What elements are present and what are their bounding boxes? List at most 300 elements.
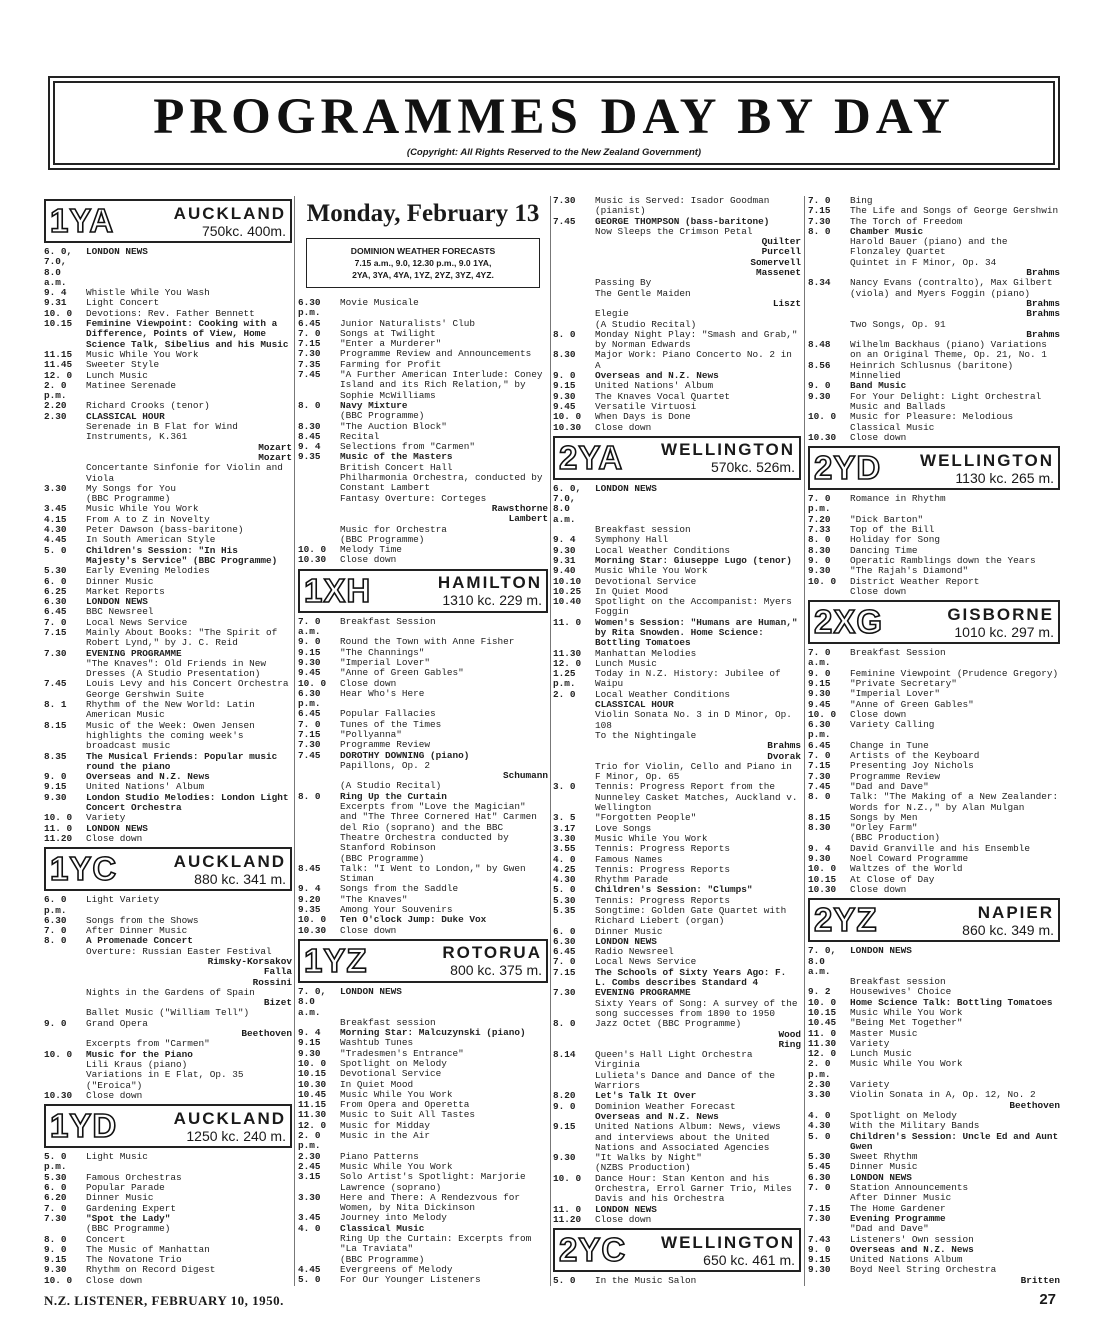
- programme-title: The Torch of Freedom: [850, 215, 963, 227]
- programme-title: Variety: [850, 1079, 890, 1091]
- programme-time: 9. 2: [808, 986, 831, 998]
- programme-title: Grand Opera: [86, 1017, 148, 1029]
- programme-title: Famous Orchestras: [86, 1171, 182, 1183]
- programme-time: 9. 0: [44, 1243, 67, 1255]
- programme-time: [553, 309, 595, 319]
- programme-time: [553, 731, 595, 741]
- programme-title: Programme Review: [850, 770, 941, 782]
- programme-time: [298, 761, 340, 771]
- programme-time: 3.45: [298, 1212, 321, 1224]
- programme-entry: [44, 721, 292, 752]
- programme-title: Lulieta's Dance and Dance of the Warriors: [595, 1069, 776, 1092]
- column-divider: [294, 196, 295, 1286]
- programme-time: 11. 0: [808, 1027, 837, 1039]
- programme-title: Piano Patterns: [340, 1150, 419, 1162]
- programme-title: LONDON NEWS: [86, 822, 148, 834]
- programme-time: 5. 0 p.m.: [44, 1151, 67, 1173]
- programme-time: 9. 4: [553, 534, 576, 546]
- programme-time: 6.30: [553, 935, 576, 947]
- programme-time: 10. 0: [44, 1274, 73, 1286]
- programme-title: LONDON NEWS: [850, 945, 912, 957]
- programme-title: Close down: [86, 832, 143, 844]
- programme-title: Music While You Work: [86, 503, 199, 515]
- programme-title: Boyd Neel String Orchestra: [850, 1264, 997, 1276]
- station-frequency: 860 kc. 349 m.: [962, 921, 1054, 938]
- programme-time: 9.20: [298, 893, 321, 905]
- programme-entry: [808, 258, 1060, 268]
- programme-title: Passing By: [595, 277, 652, 289]
- programme-time: 11.20: [553, 1213, 582, 1225]
- programme-title: Two Songs, Op. 91: [850, 318, 946, 330]
- programme-title: Songs by Men: [850, 811, 918, 823]
- programme-title: Early Evening Melodies: [86, 565, 210, 577]
- programme-title: "A Further American Interlude: Coney Island and its Rich Relation," by Sophie McWilliams: [340, 369, 543, 401]
- programme-title: "Dick Barton": [850, 513, 924, 525]
- programme-entry: [44, 1008, 292, 1018]
- programme-entry: [298, 884, 548, 894]
- programme-time: 10. 0: [298, 1058, 327, 1069]
- programme-title: Devotions: Rev. Father Bennett: [86, 307, 255, 319]
- programme-time: 8. 0: [808, 791, 831, 803]
- programme-time: 9. 4: [298, 441, 321, 453]
- station-call-sign: 1YA: [50, 202, 115, 239]
- programme-title: Dancing Time: [850, 544, 918, 556]
- programme-time: 9.31: [553, 554, 576, 566]
- programme-entry: [808, 587, 1060, 597]
- programme-list-1yz-evening: [298, 298, 548, 566]
- programme-entry: [553, 1174, 801, 1205]
- programme-entry: [44, 1070, 292, 1091]
- programme-time: 7.15: [44, 626, 67, 638]
- programme-entry: [553, 423, 801, 433]
- programme-title: In Quiet Mood: [595, 585, 669, 597]
- programme-title: Ten O'clock Jump: Duke Vox: [340, 914, 487, 926]
- programme-title: The Schools of Sixty Years Ago: F. L. Combs describes Standard 4: [595, 966, 787, 989]
- programme-time: 9.45: [553, 400, 576, 412]
- programme-time: 9. 4: [298, 1027, 321, 1039]
- programme-time: 8.56: [808, 359, 831, 371]
- programme-title: Artists of the Keyboard: [850, 750, 980, 762]
- programme-entry: [553, 597, 801, 618]
- programme-title: At Close of Day: [850, 873, 935, 885]
- programme-title: Close down: [340, 677, 397, 689]
- programme-title: Popular Fallacies: [340, 708, 436, 720]
- programme-title: Morning Star: Malcuzynski (piano): [340, 1027, 526, 1039]
- programme-time: 9.30: [553, 1152, 576, 1164]
- programme-title: Navy Mixture: [340, 399, 408, 411]
- programme-title: Light Variety: [86, 894, 160, 906]
- programme-entry: [298, 545, 548, 555]
- composer-credit: Somervell: [750, 256, 801, 268]
- programme-time: 10.30: [298, 1078, 327, 1090]
- programme-time: 6.30 p.m.: [808, 719, 831, 741]
- programme-time: 9.30: [808, 1264, 831, 1276]
- programme-title: Concertante Sinfonie for Violin and Viola: [86, 462, 283, 484]
- programme-time: 9.35: [298, 451, 321, 463]
- programme-entry: [553, 782, 801, 813]
- programme-title: "Imperial Lover": [340, 656, 431, 668]
- programme-time: 10.45: [808, 1017, 837, 1029]
- programme-time: 11.15: [298, 1099, 327, 1111]
- programme-time: 11.30: [298, 1109, 327, 1121]
- programme-time: 9.15: [298, 646, 321, 658]
- programme-title: "Enter a Murderer": [340, 338, 442, 350]
- programme-title: The Musical Friends: Popular music round the piano: [86, 750, 278, 772]
- programme-title: (NZBS Production): [595, 1162, 691, 1174]
- programme-entry: [44, 1152, 292, 1173]
- programme-title: Rhythm Parade: [595, 874, 669, 886]
- programme-time: 9.30: [808, 390, 831, 402]
- programme-title: Nancy Evans (contralto), Max Gilbert (viola) and Myers Foggin (piano): [850, 277, 1053, 299]
- programme-time: [44, 988, 86, 998]
- programme-entry: [808, 577, 1060, 587]
- programme-title: (A Studio Recital): [340, 780, 442, 792]
- programme-title: District Weather Report: [850, 575, 980, 587]
- programme-time: 9. 0: [808, 554, 831, 566]
- programme-title: Versatile Virtuosi: [595, 400, 697, 412]
- programme-time: 4.30: [553, 874, 576, 886]
- programme-time: 8.14: [553, 1049, 576, 1061]
- programme-entry: [553, 618, 801, 649]
- programme-entry: [808, 371, 1060, 381]
- programme-time: 10.30: [44, 1089, 73, 1101]
- programme-title: Programme Review: [340, 739, 431, 751]
- programme-entry: [298, 370, 548, 401]
- programme-title: United Nations' Album: [595, 380, 714, 392]
- programme-time: 9.15: [44, 1254, 67, 1266]
- programme-entry: [298, 298, 548, 319]
- station-header-1yd: [44, 1104, 292, 1148]
- programme-title: Spotlight on the Accompanist: Myers Foggin: [595, 596, 792, 618]
- programme-time: 9. 0: [553, 1100, 576, 1112]
- programme-time: 9.45: [298, 667, 321, 679]
- programme-time: 10.30: [808, 883, 837, 895]
- programme-title: Operatic Ramblings down the Years: [850, 554, 1036, 566]
- programme-title: Close down: [595, 421, 652, 433]
- programme-time: 7. 0: [298, 718, 321, 730]
- programme-time: 3.15: [298, 1171, 321, 1183]
- programme-time: [553, 700, 595, 710]
- programme-entry: [44, 546, 292, 567]
- station-city: AUCKLAND: [173, 851, 286, 871]
- programme-title: Queen's Hall Light Orchestra: [595, 1049, 753, 1061]
- programme-time: 6.30: [808, 1171, 831, 1183]
- programme-time: 5.30: [553, 894, 576, 906]
- programme-time: 8.30: [298, 420, 321, 432]
- programme-list-2xg: [808, 648, 1060, 895]
- programme-time: 10. 0: [808, 575, 837, 587]
- programme-title: (BBC Programme): [86, 493, 171, 505]
- programme-title: Overseas and N.Z. News: [595, 370, 719, 382]
- programme-time: 7. 0, 8.0 a.m.: [808, 945, 837, 977]
- programme-title: Whistle While You Wash: [86, 287, 210, 299]
- programme-title: Violin Sonata in A, Op. 12, No. 2: [850, 1089, 1036, 1101]
- programme-title: Noel Coward Programme: [850, 853, 969, 865]
- programme-time: 4. 0: [553, 853, 576, 865]
- station-header-1yc: [44, 847, 292, 891]
- programme-title: Breakfast session: [850, 976, 946, 988]
- programme-entry: [808, 217, 1060, 227]
- composer-credit: Quilter: [761, 236, 801, 248]
- programme-title: Dinner Music: [86, 575, 154, 587]
- programme-time: 6.30 p.m.: [298, 297, 321, 319]
- programme-title: Evergreens of Melody: [340, 1263, 453, 1275]
- programme-title: Melody Time: [340, 544, 402, 556]
- programme-time: 10. 0: [553, 1172, 582, 1184]
- programme-title: Music in the Air: [340, 1130, 431, 1142]
- programme-entry: [298, 422, 548, 432]
- programme-time: [553, 278, 595, 288]
- programme-time: 9.30: [298, 656, 321, 668]
- programme-title: Symphony Hall: [595, 534, 669, 546]
- programme-time: 7.30: [44, 647, 67, 659]
- programme-list-2yz: [808, 946, 1060, 1286]
- programme-title: British Concert Hall: [340, 461, 453, 473]
- programme-time: 8.48: [808, 339, 831, 351]
- programme-title: Gardening Expert: [86, 1202, 177, 1214]
- programme-time: 5.35: [553, 905, 576, 916]
- programme-time: 6.25: [44, 585, 67, 597]
- programme-time: 12. 0: [44, 369, 73, 381]
- programme-title: Washtub Tunes: [340, 1037, 414, 1049]
- programme-time: 9.30: [808, 853, 831, 865]
- programme-time: 8. 0: [808, 534, 831, 546]
- programme-time: 12. 0: [298, 1119, 327, 1131]
- programme-entry: [553, 1205, 801, 1215]
- programme-title: Tennis: Progress Reports: [595, 894, 731, 906]
- programme-time: 9. 0: [553, 370, 576, 382]
- programme-time: [553, 227, 595, 237]
- station-frequency: 1010 kc. 297 m.: [954, 623, 1054, 640]
- programme-entry: [808, 278, 1060, 299]
- programme-time: 7.30: [553, 987, 576, 999]
- programme-title: "The Knaves": Old Friends in New Dresses (A Studio Presentation): [86, 657, 267, 680]
- programme-title: Close down: [595, 1213, 652, 1225]
- programme-time: 6. 0: [44, 575, 67, 587]
- programme-time: 6. 0, 7.0, 8.0 a.m.: [553, 482, 582, 525]
- programme-title: LONDON NEWS: [595, 935, 657, 947]
- column-1: [44, 196, 292, 1286]
- programme-time: 6. 0: [44, 1182, 67, 1194]
- programme-time: 9.30: [44, 1264, 67, 1276]
- programme-time: 9.45: [808, 698, 831, 710]
- programme-title: Virginia: [595, 1059, 641, 1071]
- programme-time: 9.35: [298, 904, 321, 916]
- programme-entry: [808, 720, 1060, 741]
- programme-time: [553, 1060, 595, 1070]
- programme-time: 6.45: [298, 708, 321, 720]
- programme-title: "The Rajah's Diamond": [850, 565, 969, 577]
- programme-entry: [808, 1132, 1060, 1153]
- programme-title: United Nations' Album: [86, 781, 205, 793]
- programme-time: 9. 0: [44, 1017, 67, 1029]
- day-heading: Monday, February 13: [306, 200, 540, 227]
- programme-title: Popular Parade: [86, 1182, 165, 1194]
- programme-time: 3. 0: [553, 781, 576, 793]
- programme-time: 8. 0: [553, 328, 576, 340]
- programme-time: 10.30: [808, 431, 837, 443]
- masthead-title: PROGRAMMES DAY BY DAY: [153, 89, 955, 145]
- column-3: [553, 196, 801, 1286]
- composer-credit: Brahms: [1026, 297, 1060, 309]
- programme-title: Close down: [340, 924, 397, 936]
- programme-title: Close down: [86, 1274, 143, 1286]
- programme-entry: [553, 1050, 801, 1060]
- programme-time: 7. 0: [44, 616, 67, 628]
- programme-time: 10.45: [298, 1088, 327, 1100]
- programme-time: 8. 0: [553, 1018, 576, 1030]
- programme-title: "Tradesmen's Entrance": [340, 1047, 464, 1059]
- programme-entry: [44, 895, 292, 916]
- programme-title: Papillons, Op. 2: [340, 759, 431, 771]
- programme-time: 10.15: [808, 873, 837, 885]
- programme-title: "It Walks by Night": [595, 1152, 702, 1164]
- programme-entry: [808, 864, 1060, 874]
- programme-time: 5. 0: [298, 1274, 321, 1286]
- programme-time: 4.30: [808, 1120, 831, 1132]
- programme-entry: [44, 350, 292, 360]
- programme-entry: [808, 1039, 1060, 1049]
- programme-entry: [808, 885, 1060, 895]
- programme-time: 8. 0: [808, 225, 831, 237]
- programme-time: 10.30: [553, 421, 582, 433]
- programme-time: 6.20: [44, 1192, 67, 1204]
- programme-title: Breakfast session: [340, 1016, 436, 1028]
- programme-entry: [808, 813, 1060, 823]
- programme-list-continued: [553, 196, 801, 433]
- programme-title: Breakfast session: [595, 524, 691, 536]
- programme-title: (BBC Programme): [340, 533, 425, 545]
- composer-credit: Purcell: [761, 246, 801, 258]
- programme-entry: [298, 926, 548, 936]
- station-header-1yz: [298, 939, 548, 983]
- programme-time: 6.30 p.m.: [298, 687, 321, 710]
- programme-entry: [553, 566, 801, 576]
- programme-time: 5. 0: [808, 1130, 831, 1142]
- programme-time: 9.15: [553, 380, 576, 392]
- station-city: AUCKLAND: [173, 1108, 286, 1128]
- programme-time: 9.30: [808, 688, 831, 700]
- programme-entry: [808, 1162, 1060, 1172]
- programme-time: 9.15: [808, 1254, 831, 1266]
- programme-time: [44, 947, 86, 957]
- programme-time: 6.45: [44, 606, 67, 618]
- programme-title: Music for Orchestra: [340, 523, 447, 535]
- programme-entry: [298, 555, 548, 565]
- programme-time: 7.30: [808, 215, 831, 227]
- station-header-2yz: [808, 898, 1060, 942]
- column-2: [298, 196, 548, 1286]
- programme-entry: [808, 237, 1060, 258]
- programme-time: [808, 258, 850, 268]
- programme-time: [298, 473, 340, 494]
- programme-title: "Anne of Green Gables": [850, 698, 974, 710]
- programme-entry: [553, 1122, 801, 1153]
- programme-title: Lunch Music: [850, 1048, 912, 1060]
- programme-time: 8. 0: [44, 935, 67, 947]
- programme-title: Rhythm of the New World: Latin American Music: [86, 699, 255, 721]
- programme-title: Excerpts from "Carmen": [86, 1038, 210, 1050]
- programme-title: Band Music: [850, 380, 907, 392]
- station-frequency: 1130 kc. 265 m.: [955, 469, 1054, 486]
- programme-entry: [553, 412, 801, 422]
- programme-time: 10. 0: [44, 1048, 73, 1060]
- programme-entry: [808, 1059, 1060, 1080]
- programme-title: "The Channings": [340, 646, 425, 658]
- programme-time: 11. 0: [553, 616, 582, 628]
- programme-entry: [44, 587, 292, 597]
- programme-entry: [44, 1183, 292, 1193]
- programme-title: Let's Talk It Over: [595, 1090, 697, 1102]
- programme-time: 8. 0: [298, 399, 321, 411]
- programme-entry: [553, 649, 801, 659]
- programme-time: 7.45: [298, 749, 321, 761]
- programme-time: 7. 0: [553, 956, 576, 968]
- programme-title: "Dad and Dave": [850, 780, 929, 792]
- programme-time: 10.15: [44, 318, 73, 330]
- programme-time: 4.30: [44, 524, 67, 536]
- programme-time: 7. 0 a.m.: [808, 647, 831, 669]
- programme-title: Love Songs: [595, 822, 652, 834]
- programme-time: 9. 4: [44, 287, 67, 299]
- programme-title: Close down: [850, 883, 907, 895]
- masthead: [48, 76, 1060, 170]
- programme-entry: [808, 361, 1060, 371]
- programme-time: 9. 0: [808, 667, 831, 679]
- programme-title: EVENING PROGRAMME: [86, 647, 182, 659]
- programme-time: [298, 525, 340, 535]
- programme-time: 8. 0: [44, 1233, 67, 1245]
- programme-title: "The Auction Block": [340, 420, 447, 432]
- composer-credit: Lambert: [508, 513, 548, 525]
- programme-time: 10. 0: [44, 812, 73, 824]
- programme-entry: [44, 628, 292, 649]
- composer-credit: Ring: [778, 1038, 801, 1050]
- programme-title: The Knaves Vocal Quartet: [595, 390, 731, 402]
- programme-title: Tennis: Progress Reports: [595, 843, 731, 855]
- programme-title: Talk: "I Went to London," by Gwen Stiman: [340, 862, 526, 885]
- programme-title: Waltzes of the World: [850, 863, 963, 875]
- programme-title: Today in N.Z. History: Jubilee of Waipu: [595, 668, 781, 690]
- programme-time: 7.30: [808, 1212, 831, 1224]
- programme-time: 11. 0: [553, 1203, 582, 1215]
- programme-title: London Studio Melodies: London Light Concert Orchestra: [86, 791, 289, 814]
- programme-title: Variety Calling: [850, 719, 935, 731]
- programme-time: 10.15: [298, 1068, 327, 1080]
- programme-time: 3.30: [298, 1191, 321, 1203]
- programme-time: 2. 0 p.m.: [44, 379, 67, 402]
- programme-title: In the Music Salon: [595, 1275, 697, 1286]
- programme-title: After Dinner Music: [86, 925, 188, 937]
- programme-title: Overseas and N.Z. News: [86, 771, 210, 783]
- programme-time: 7. 0 p.m.: [808, 493, 831, 515]
- programme-title: (BBC Programme): [340, 852, 425, 864]
- programme-title: Nights in the Gardens of Spain: [86, 986, 255, 998]
- programme-title: Light Music: [86, 1151, 148, 1163]
- programme-entry: [553, 690, 801, 700]
- programme-time: 7.15: [553, 966, 576, 978]
- programme-time: 7. 0 a.m.: [298, 615, 321, 638]
- programme-title: Sixty Years of Song: A survey of the song successes from 1890 to 1950: [595, 997, 798, 1019]
- programme-time: 9. 0: [44, 771, 67, 783]
- station-call-sign: 2XG: [814, 603, 884, 641]
- programme-title: Music is Served: Isador Goodman (pianist): [595, 196, 770, 217]
- programme-title: Overture: Russian Easter Festival: [86, 945, 272, 957]
- programme-title: Songs from the Saddle: [340, 883, 459, 895]
- composer-credit: Falla: [263, 966, 292, 978]
- composer-credit: Mozart: [258, 451, 292, 463]
- programme-time: 8.45: [298, 862, 321, 874]
